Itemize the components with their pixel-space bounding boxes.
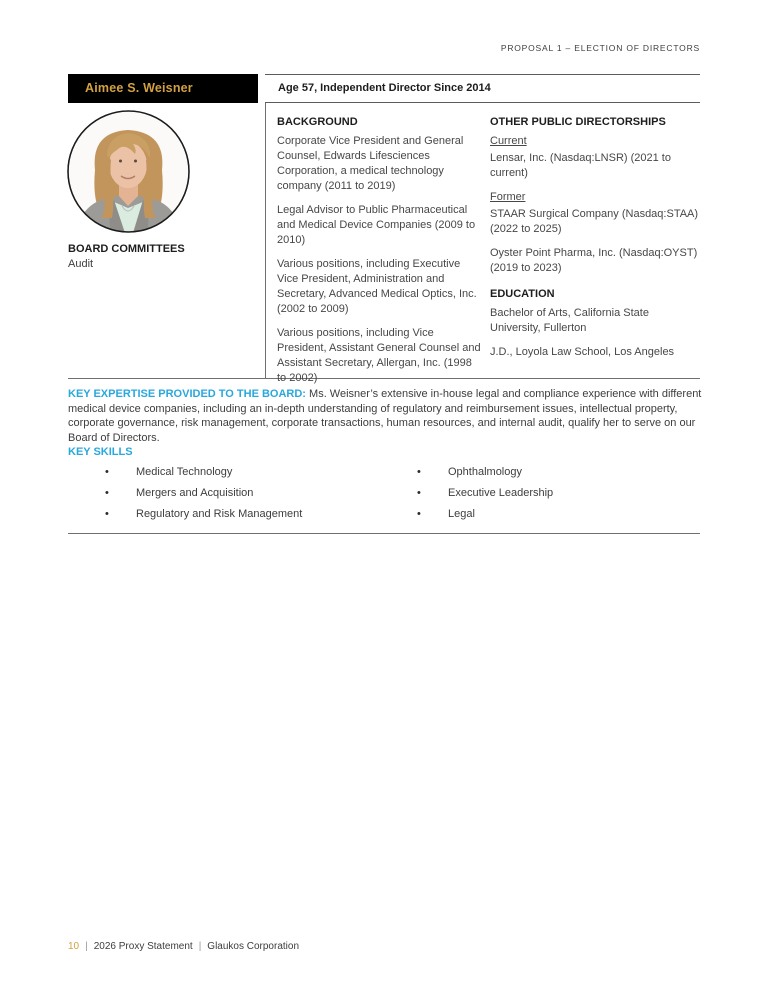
directorships-column: [490, 115, 702, 369]
background-paragraph: Various positions, including Executive Vice President, Administration and Secretary, Advanced Medical Optics, Inc. (2002 to 2009): [277, 258, 477, 315]
key-skills-list: [68, 465, 700, 528]
skill-item: [68, 465, 380, 480]
bullet-icon: [417, 507, 448, 522]
skill-label: Regulatory and Risk Management: [136, 508, 303, 520]
name-bar-gap: [258, 74, 265, 103]
key-skills-column-1: [68, 465, 380, 528]
footer-separator: |: [198, 941, 202, 952]
key-skills-column-2: [380, 465, 700, 528]
background-heading: BACKGROUND: [277, 116, 358, 128]
background-paragraph: Corporate Vice President and General Counsel, Edwards Lifesciences Corporation, a medical technology company (2011 to 2019): [277, 135, 464, 192]
skill-item: [380, 486, 700, 501]
director-summary: Age 57, Independent Director Since 2014: [265, 74, 700, 103]
running-header: PROPOSAL 1 – ELECTION OF DIRECTORS: [500, 43, 700, 53]
directorship-item: STAAR Surgical Company (Nasdaq:STAA) (2022 to 2025): [490, 208, 699, 235]
footer-separator: |: [85, 941, 88, 952]
education-item: Bachelor of Arts, California State University, Fullerton: [490, 307, 649, 334]
background-paragraph: Various positions, including Vice President, Assistant General Counsel and Assistant Secretary, Allergan, Inc. (1998 to 2002): [277, 327, 481, 384]
directorship-item: Lensar, Inc. (Nasdaq:LNSR) (2021 to current): [490, 152, 671, 179]
bullet-icon: [105, 486, 136, 501]
page-footer: [68, 941, 299, 952]
skill-label: Ophthalmology: [448, 466, 522, 478]
director-name: Aimee S. Weisner: [68, 74, 258, 103]
board-committee-item: Audit: [68, 258, 94, 270]
section-divider-bottom: [68, 533, 700, 534]
portrait-illustration: [67, 110, 190, 233]
skill-label: Medical Technology: [136, 466, 233, 478]
current-directorships-label: Current: [490, 135, 527, 147]
footer-company: Glaukos Corporation: [207, 941, 300, 952]
director-portrait-photo: [67, 110, 190, 233]
key-skills-heading: KEY SKILLS: [68, 446, 133, 458]
skill-item: [68, 507, 380, 522]
skill-item: [68, 486, 380, 501]
education-item: J.D., Loyola Law School, Los Angeles: [490, 346, 675, 358]
directorship-item: Oyster Point Pharma, Inc. (Nasdaq:OYST) (2019 to 2023): [490, 247, 698, 274]
column-divider: [265, 103, 266, 378]
former-directorships-label: Former: [490, 191, 526, 203]
director-name-bar: [68, 74, 700, 103]
bullet-icon: [417, 465, 448, 480]
skill-label: Legal: [448, 508, 475, 520]
skill-item: [380, 465, 700, 480]
bullet-icon: [105, 465, 136, 480]
skill-item: [380, 507, 700, 522]
bullet-icon: [417, 486, 448, 501]
background-column: [277, 115, 483, 395]
skill-label: Executive Leadership: [448, 487, 554, 499]
key-expertise-text: Ms. Weisner’s extensive in-house legal and compliance experience with different medical device companies, including an in-depth understanding of regulatory and reimbursement issues, intellectual property, corporate governance, risk management, corporate transactions, human resources, and internal audit, qualify her to serve on our Board of Directors.: [68, 388, 702, 444]
key-expertise-label: KEY EXPERTISE PROVIDED TO THE BOARD:: [68, 388, 306, 400]
other-directorships-heading: OTHER PUBLIC DIRECTORSHIPS: [490, 116, 666, 128]
board-committees-heading: BOARD COMMITTEES: [68, 243, 185, 255]
education-heading: EDUCATION: [490, 288, 555, 300]
key-expertise-paragraph: [68, 387, 704, 445]
background-paragraph: Legal Advisor to Public Pharmaceutical and Medical Device Companies (2009 to 2010): [277, 204, 476, 246]
footer-statement: 2026 Proxy Statement: [93, 941, 193, 952]
skill-label: Mergers and Acquisition: [136, 487, 254, 499]
page-number: 10: [68, 941, 80, 952]
bullet-icon: [105, 507, 136, 522]
